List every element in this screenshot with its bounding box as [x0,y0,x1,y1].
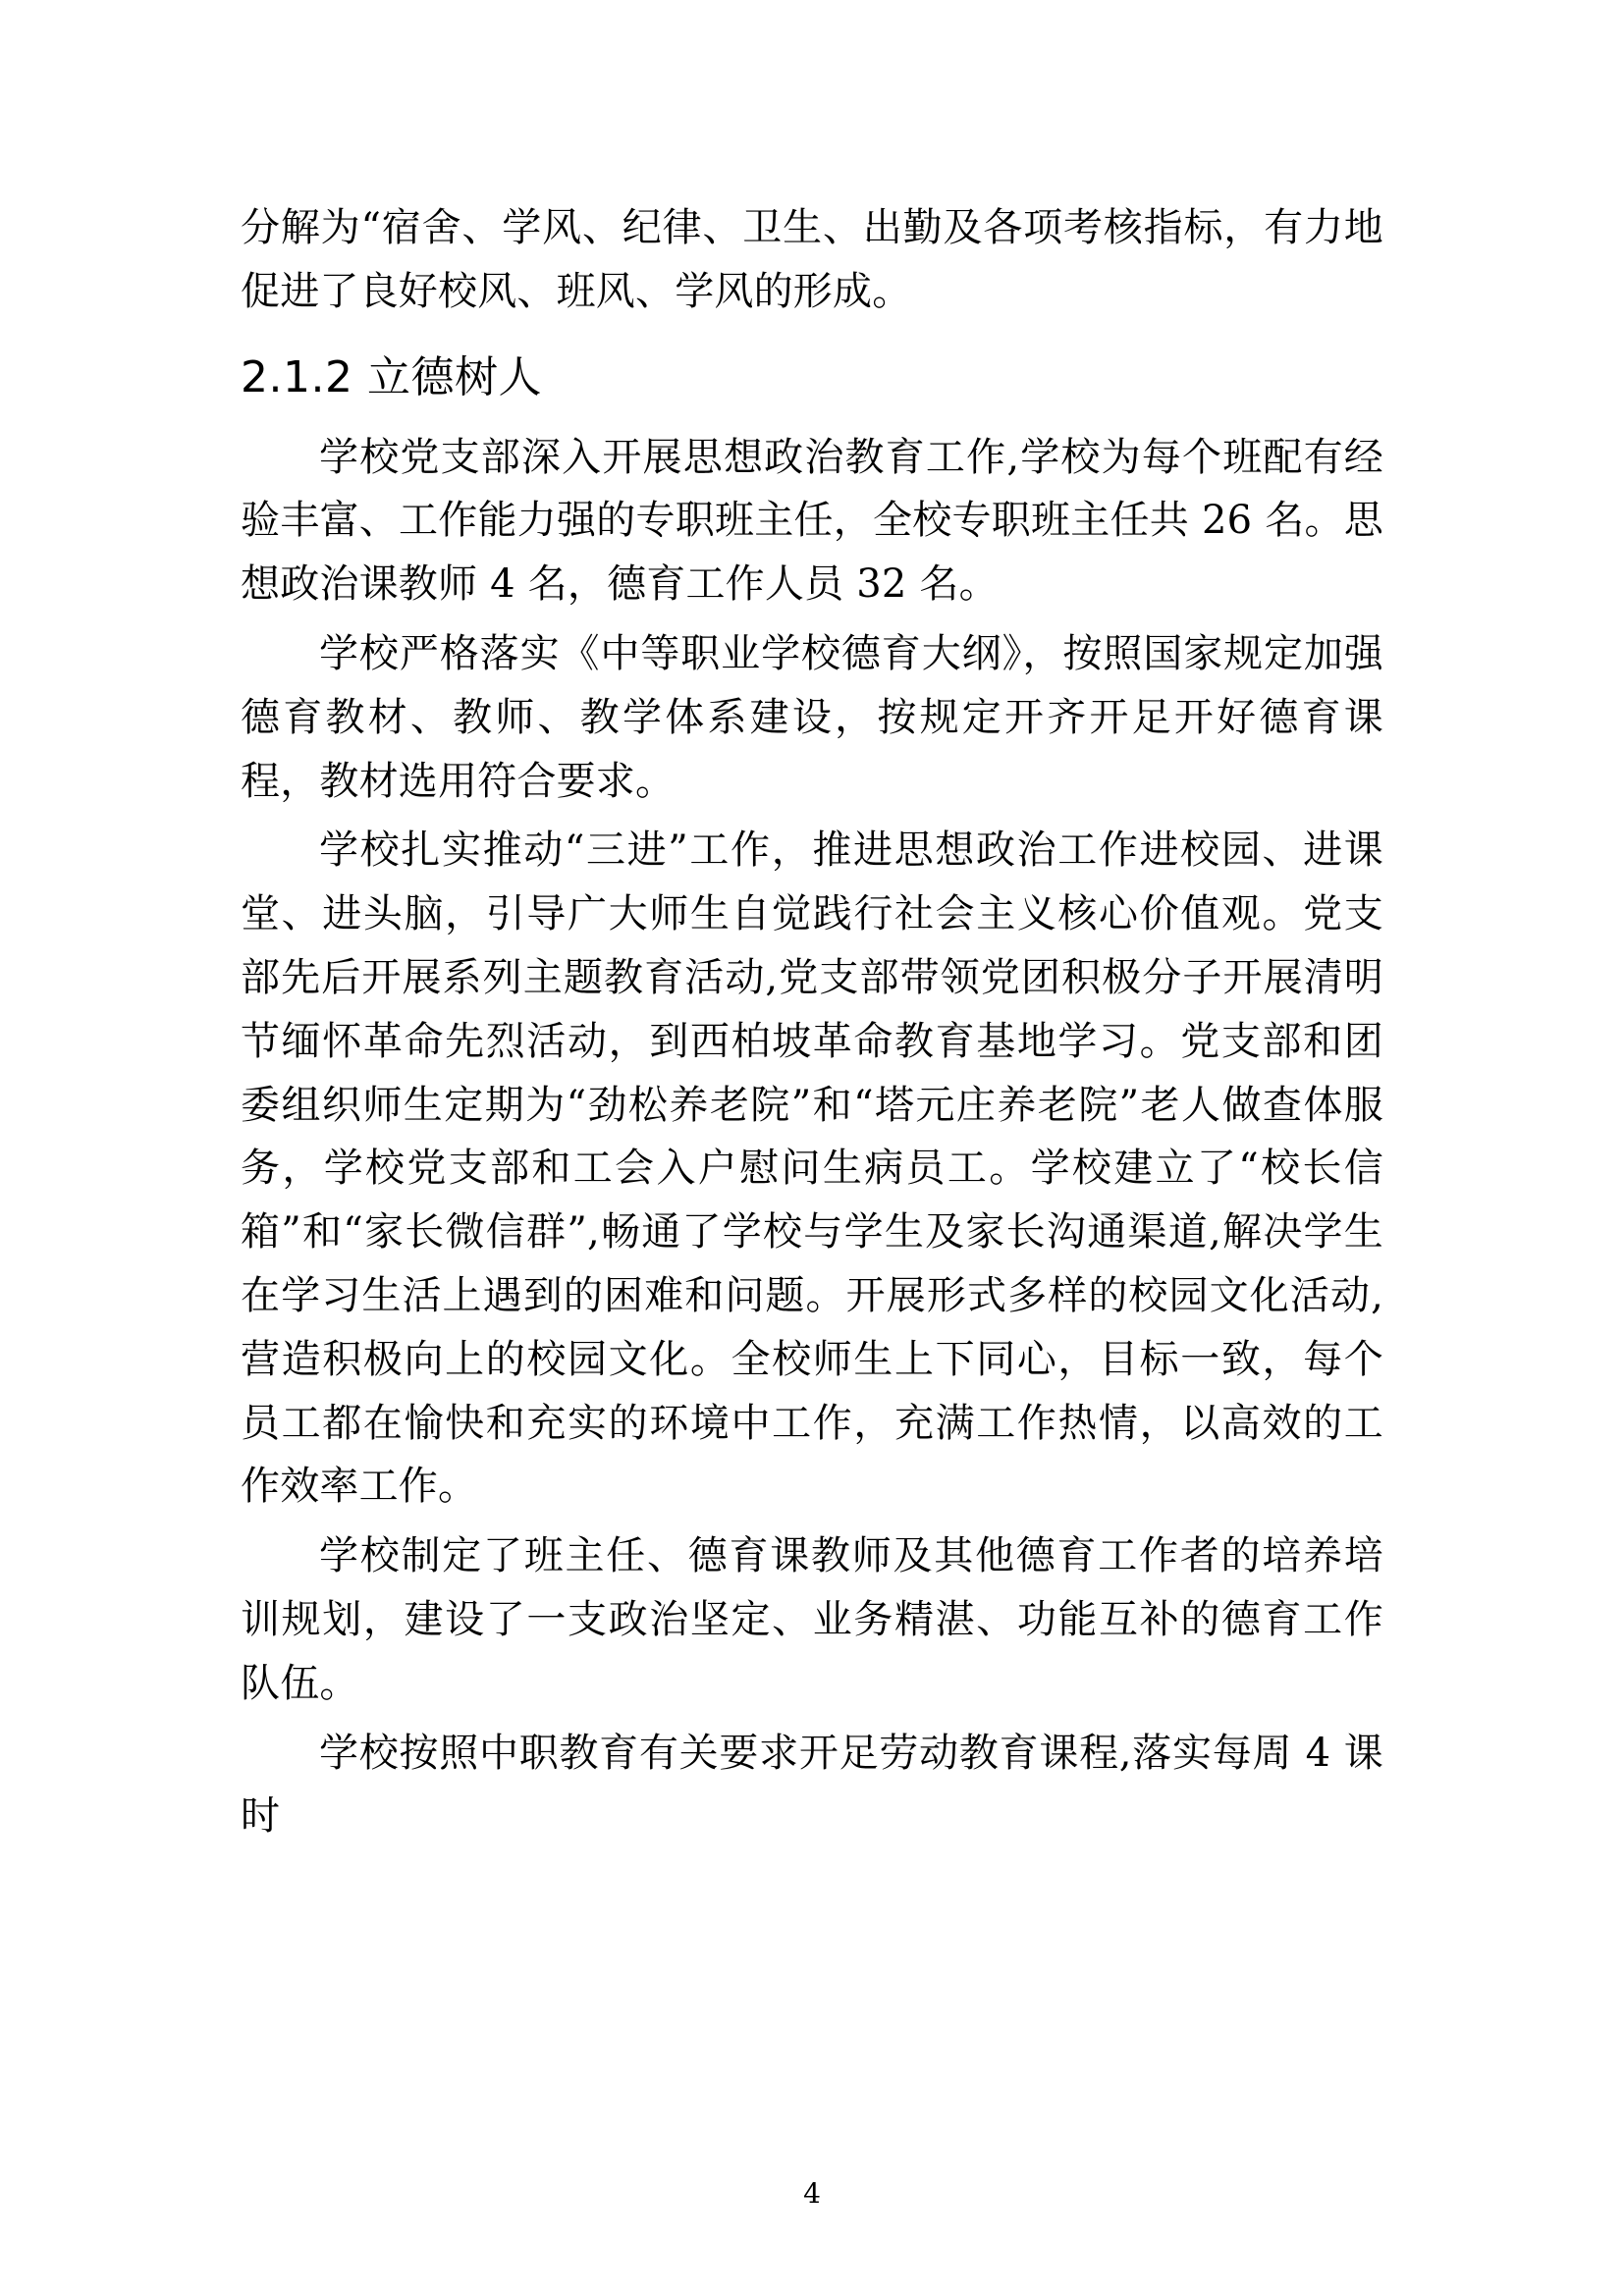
paragraph-2: 学校严格落实《中等职业学校德育大纲》，按照国家规定加强德育教材、教师、教学体系建设，按规定开齐开足开好德育课程，教材选用符合要求。 [241,630,1383,804]
paragraph-3: 学校扎实推动“三进”工作，推进思想政治工作进校园、进课堂、进头脑，引导广大师生自觉践行社会主义核心价值观。党支部先后开展系列主题教育活动,党支部带领党团积极分子开展清明节缅怀革命先烈活动，到西柏坡革命教育基地学习。党支部和团委组织师生定期为“劲松养老院”和“塔元庄养老院”老人做查体服务，学校党支部和工会入户慰问生病员工。学校建立了“校长信箱”和“家长微信群”,畅通了学校与学生及家长沟通渠道,解决学生在学习生活上遇到的困难和问题。开展形式多样的校园文化活动,营造积极向上的校园文化。全校师生上下同心，目标一致，每个员工都在愉快和充实的环境中工作，充满工作热情，以高效的工作效率工作。 [241,828,1383,1510]
paragraph-4: 学校制定了班主任、德育课教师及其他德育工作者的培养培训规划，建设了一支政治坚定、业务精湛、功能互补的德育工作队伍。 [241,1533,1383,1706]
page-number: 4 [803,2177,821,2210]
paragraph-continued: 分解为“宿舍、学风、纪律、卫生、出勤及各项考核指标，有力地促进了良好校风、班风、学风的形成。 [241,205,1383,314]
paragraph-5: 学校按照中职教育有关要求开足劳动教育课程,落实每周 4 课时 [241,1730,1383,1840]
section-heading: 2.1.2 立德树人 [241,351,542,402]
paragraph-1: 学校党支部深入开展思想政治教育工作,学校为每个班配有经验丰富、工作能力强的专职班主任，全校专职班主任共 26 名。思想政治课教师 4 名，德育工作人员 32 名。 [241,434,1383,608]
